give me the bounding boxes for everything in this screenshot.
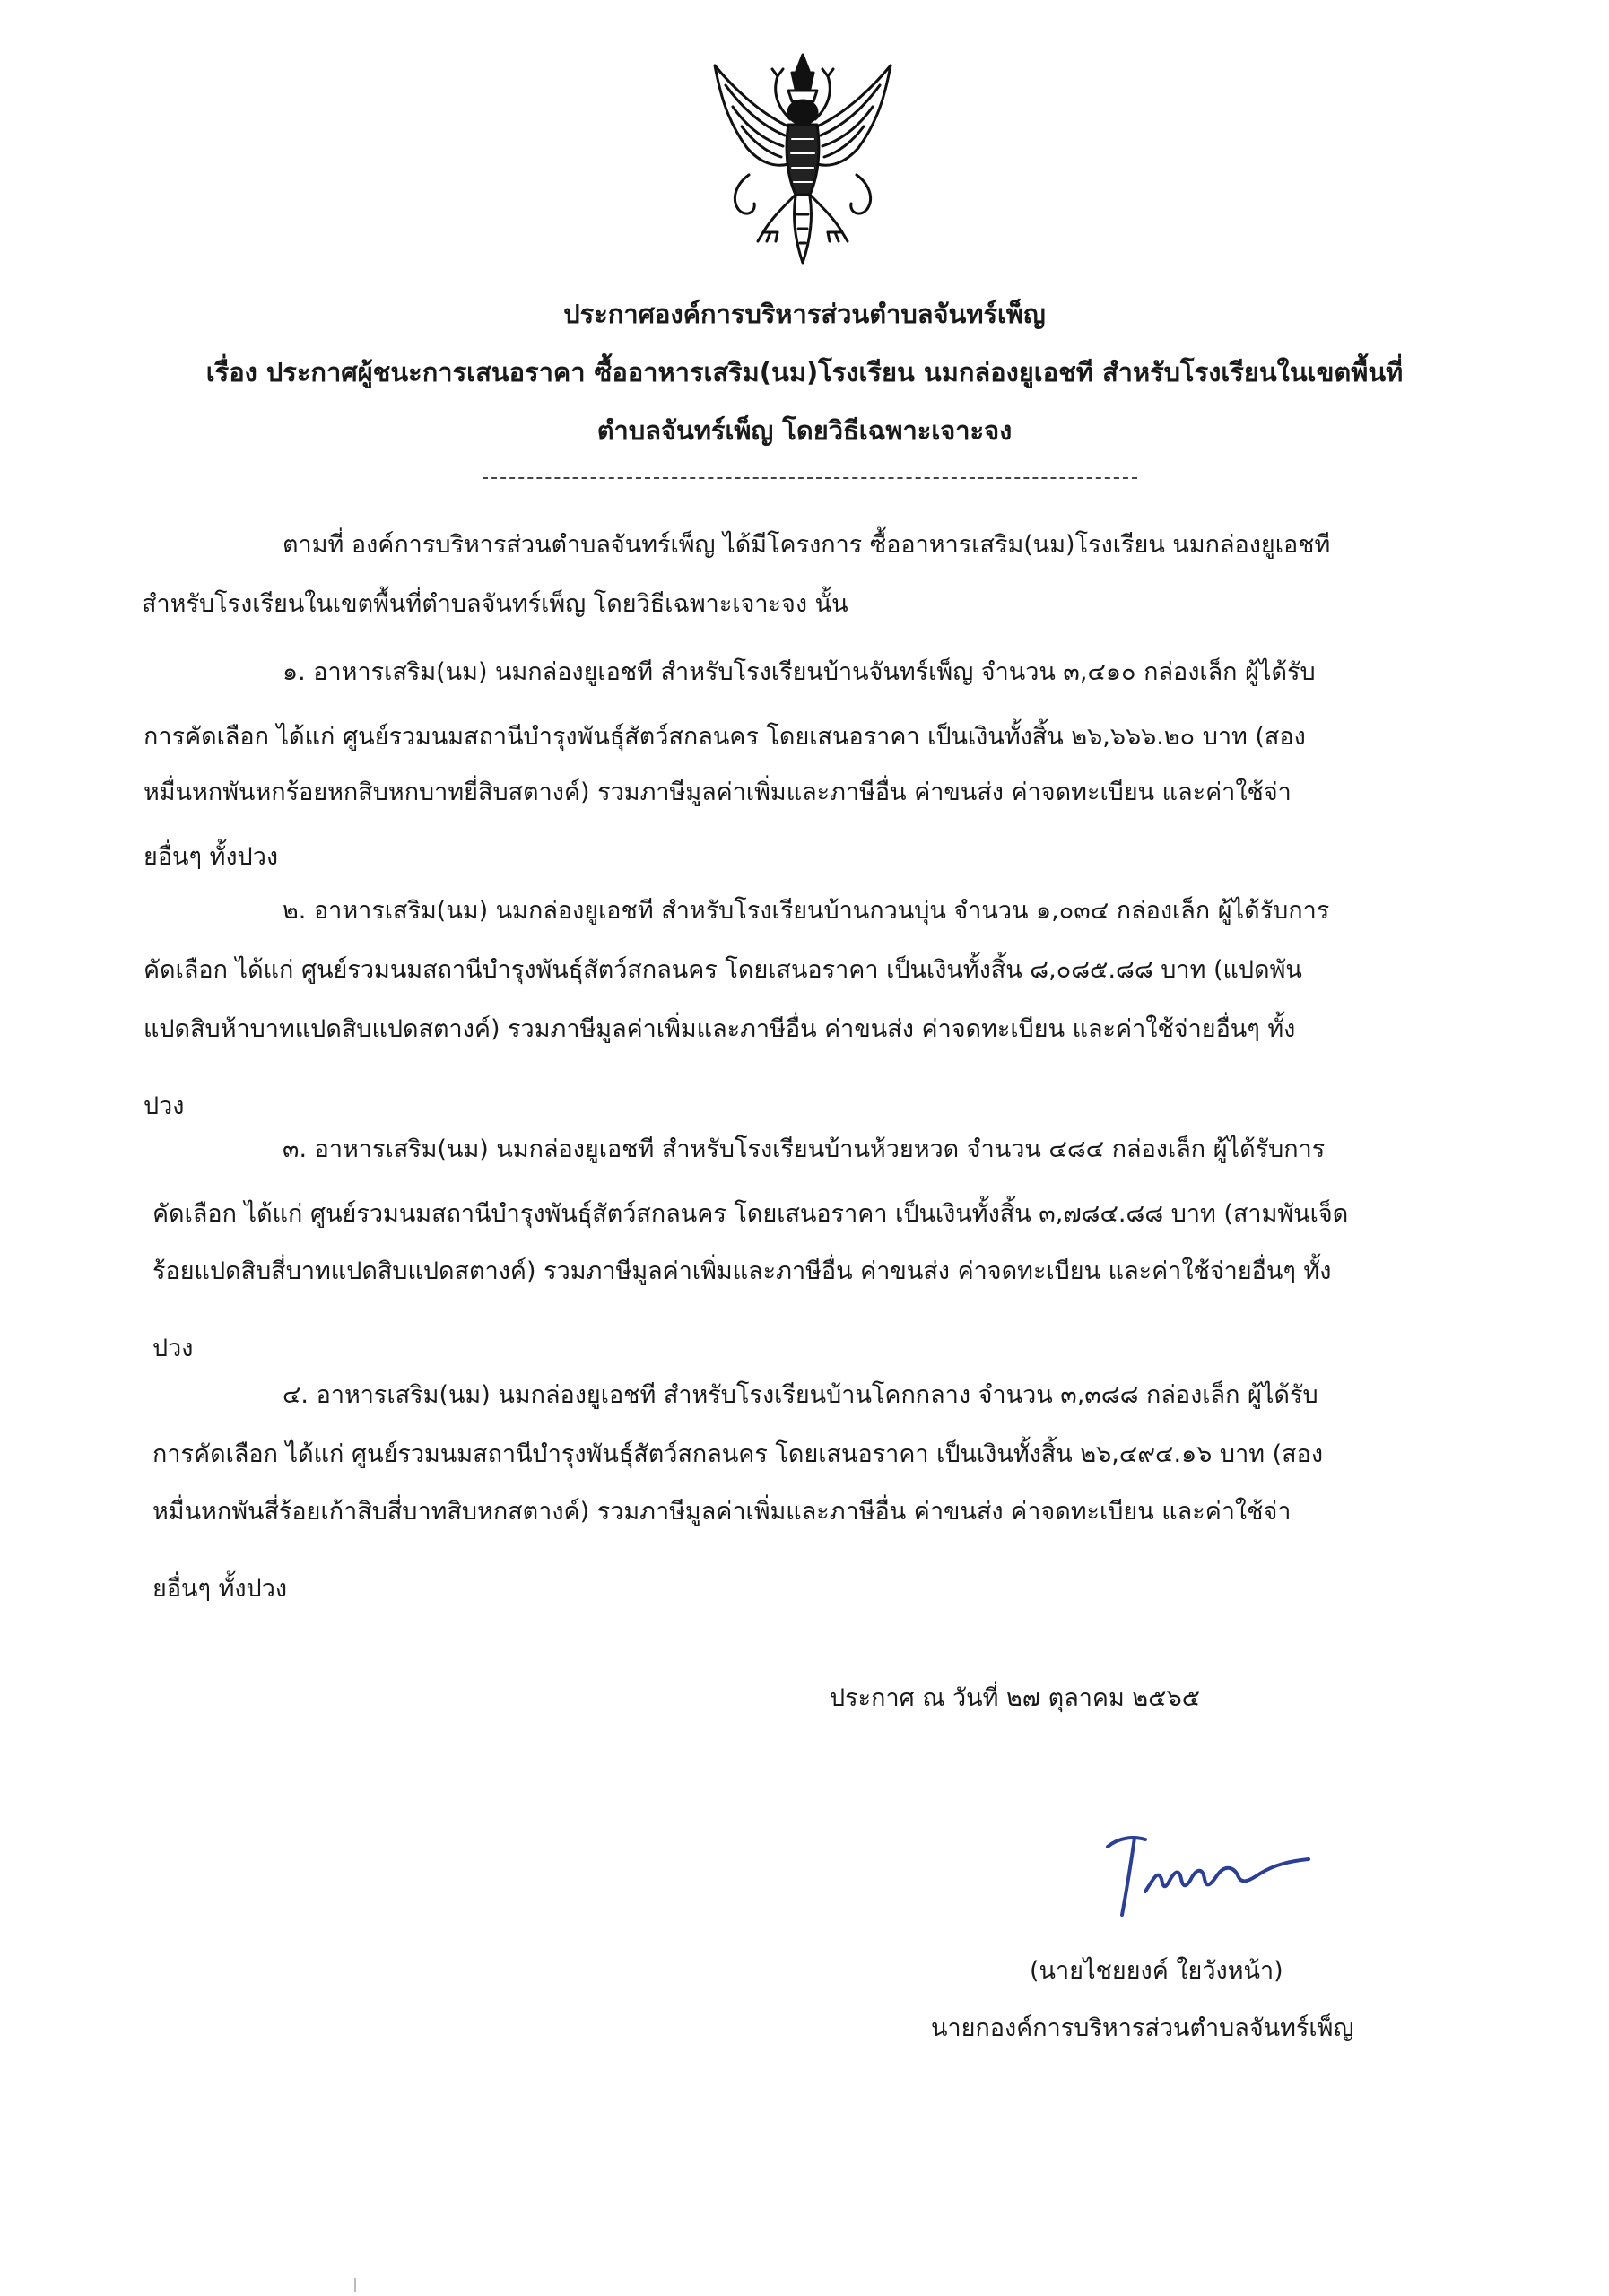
subject-line-1: เรื่อง ประกาศผู้ชนะการเสนอราคา ซื้ออาหารเสริม(นม)โรงเรียน นมกล่องยูเอชที สำหรับโรงเรียนในเขตพื้นที่ <box>205 357 1404 387</box>
intro-line: ตามที่ องค์การบริหารส่วนตำบลจันทร์เพ็ญ ได้มีโครงการ ซื้ออาหารเสริม(นม)โรงเรียน นมกล่องยูเอชที <box>283 531 1331 559</box>
organization-title: ประกาศองค์การบริหารส่วนตำบลจันทร์เพ็ญ <box>563 299 1046 329</box>
item4-line: ยอื่นๆ ทั้งปวง <box>152 1575 288 1603</box>
item3-line: ปวง <box>152 1335 194 1362</box>
signer-position: นายกองค์การบริหารส่วนตำบลจันทร์เพ็ญ <box>931 2014 1354 2042</box>
signer-name: (นายไชยยงค์ ใยวังหน้า) <box>1030 1957 1283 1985</box>
item3-line: ๓. อาหารเสริม(นม) นมกล่องยูเอชที สำหรับโรงเรียนบ้านห้วยหวด จำนวน ๔๘๔ กล่องเล็ก ผู้ได้รับการ <box>283 1135 1326 1163</box>
garuda-emblem-icon <box>695 49 910 269</box>
item3-line: ร้อยแปดสิบสี่บาทแปดสิบแปดสตางค์) รวมภาษีมูลค่าเพิ่มและภาษีอื่น ค่าขนส่ง ค่าจดทะเบียน และค่าใช้จ่ายอื่นๆ ทั้ง <box>152 1257 1332 1285</box>
item1-line: ยอื่นๆ ทั้งปวง <box>144 843 279 871</box>
header-divider <box>483 477 1137 479</box>
item2-line: แปดสิบห้าบาทแปดสิบแปดสตางค์) รวมภาษีมูลค่าเพิ่มและภาษีอื่น ค่าขนส่ง ค่าจดทะเบียน และค่าใช้จ่ายอื่นๆ ทั้ง <box>144 1015 1296 1043</box>
item2-line: คัดเลือก ได้แก่ ศูนย์รวมนมสถานีบำรุงพันธุ์สัตว์สกลนคร โดยเสนอราคา เป็นเงินทั้งสิ้น ๘,๐๘๕.๘๘ บาท (แปดพัน <box>144 956 1302 984</box>
item4-line: การคัดเลือก ได้แก่ ศูนย์รวมนมสถานีบำรุงพันธุ์สัตว์สกลนคร โดยเสนอราคา เป็นเงินทั้งสิ้น ๒๖,๔๙๔.๑๖ บาท (สอง <box>152 1440 1324 1468</box>
item1-line: การคัดเลือก ได้แก่ ศูนย์รวมนมสถานีบำรุงพันธุ์สัตว์สกลนคร โดยเสนอราคา เป็นเงินทั้งสิ้น ๒๖,๖๖๖.๒๐ บาท (สอง <box>144 723 1306 751</box>
intro-line: สำหรับโรงเรียนในเขตพื้นที่ตำบลจันทร์เพ็ญ โดยวิธีเฉพาะเจาะจง นั้น <box>142 590 848 618</box>
item3-line: คัดเลือก ได้แก่ ศูนย์รวมนมสถานีบำรุงพันธุ์สัตว์สกลนคร โดยเสนอราคา เป็นเงินทั้งสิ้น ๓,๗๘๔.๘๘ บาท (สามพันเจ็ด <box>152 1200 1349 1228</box>
item1-line: ๑. อาหารเสริม(นม) นมกล่องยูเอชที สำหรับโรงเรียนบ้านจันทร์เพ็ญ จำนวน ๓,๔๑๐ กล่องเล็ก ผู้ได้รับ <box>283 658 1316 686</box>
item4-line: ๔. อาหารเสริม(นม) นมกล่องยูเอชที สำหรับโรงเรียนบ้านโคกกลาง จำนวน ๓,๓๘๘ กล่องเล็ก ผู้ได้รับ <box>283 1381 1318 1409</box>
item1-line: หมื่นหกพันหกร้อยหกสิบหกบาทยี่สิบสตางค์) รวมภาษีมูลค่าเพิ่มและภาษีอื่น ค่าขนส่ง ค่าจดทะเบียน และค่าใช้จ่า <box>144 778 1292 806</box>
announcement-date: ประกาศ ณ วันที่ ๒๗ ตุลาคม ๒๕๖๕ <box>830 1684 1201 1712</box>
signature-icon <box>1099 1825 1332 1924</box>
item2-line: ปวง <box>144 1092 185 1120</box>
scan-mark <box>354 2278 356 2292</box>
item2-line: ๒. อาหารเสริม(นม) นมกล่องยูเอชที สำหรับโรงเรียนบ้านกวนบุ่น จำนวน ๑,๐๓๔ กล่องเล็ก ผู้ได้รับการ <box>283 897 1330 925</box>
item4-line: หมื่นหกพันสี่ร้อยเก้าสิบสี่บาทสิบหกสตางค์) รวมภาษีมูลค่าเพิ่มและภาษีอื่น ค่าขนส่ง ค่าจดทะเบียน และค่าใช้จ่า <box>152 1498 1292 1526</box>
subject-line-2: ตำบลจันทร์เพ็ญ โดยวิธีเฉพาะเจาะจง <box>596 415 1013 446</box>
